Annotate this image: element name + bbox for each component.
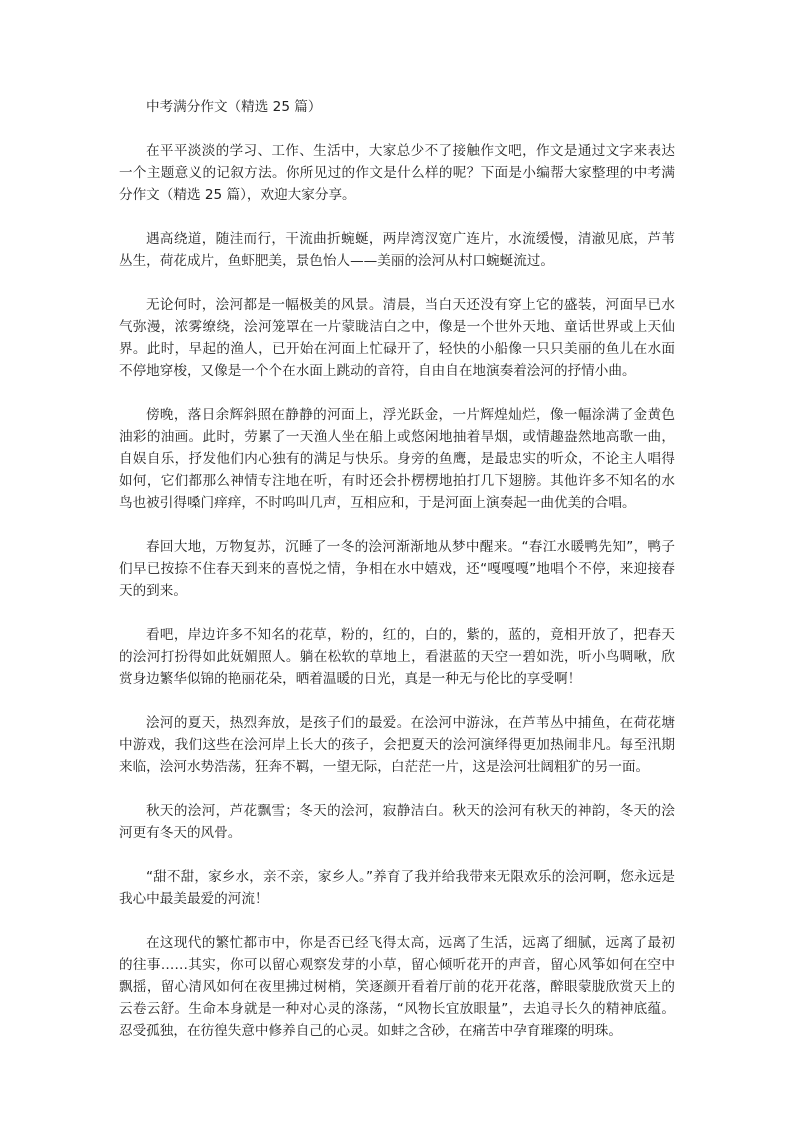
paragraph-river-course: 遇高绕道，随洼而行，干流曲折蜿蜒，两岸湾汊宽广连片，水流缓慢，清澈见底，芦苇丛生，荷花成片，鱼虾肥美，景色怡人——美丽的浍河从村口蜿蜒流过。 (119, 231, 675, 269)
document-page (119, 96, 675, 1064)
paragraph-flowers: 看吧，岸边许多不知名的花草，粉的，红的，白的，紫的，蓝的，竟相开放了，把春天的浍河打扮得如此妩媚照人。躺在松软的草地上，看湛蓝的天空一碧如洗，听小鸟啁啾，欣赏身边繁华似锦的艳丽花朵，晒着温暖的日光，真是一种无与伦比的享受啊！ (119, 627, 675, 687)
paragraph-modern-city: 在这现代的繁忙都市中，你是否已经飞得太高，远离了生活，远离了细腻，远离了最初的往事……其实，你可以留心观察发芽的小草，留心倾听花开的声音，留心风筝如何在空中飘摇，留心清风如何在夜里拂过树梢，笑逐颜开看着厅前的花开花落，醉眼蒙胧欣赏天上的云卷云舒。生命本身就是一种对心灵的涤荡，“风物长宜放眼量”，去追寻长久的精神底蕴。忍受孤独，在彷徨失意中修养自己的心灵。如蚌之含砂，在痛苦中孕育璀璨的明珠。 (119, 935, 675, 1039)
paragraph-summer: 浍河的夏天，热烈奔放，是孩子们的最爱。在浍河中游泳，在芦苇丛中捕鱼，在荷花塘中游戏，我们这些在浍河岸上长大的孩子，会把夏天的浍河演绎得更加热闹非凡。每至汛期来临，浍河水势浩荡，狂奔不羁，一望无际，白茫茫一片，这是浍河壮阔粗犷的另一面。 (119, 715, 675, 775)
document-title: 中考满分作文（精选 25 篇） (146, 99, 322, 115)
paragraph-evening: 傍晚，落日余辉斜照在静静的河面上，浮光跃金，一片辉煌灿烂，像一幅涂满了金黄色油彩的油画。此时，劳累了一天渔人坐在船上或悠闲地抽着旱烟，或情趣盎然地高歌一曲，自娱自乐，抒发他们内心独有的满足与快乐。身旁的鱼鹰，是最忠实的听众，不论主人唱得如何，它们都那么神情专注地在听，有时还会扑楞楞地拍打几下翅膀。其他许多不知名的水鸟也被引得嗓门痒痒，不时呜叫几声，互相应和，于是河面上演奏起一曲优美的合唱。 (119, 407, 675, 511)
paragraph-intro: 在平平淡淡的学习、工作、生活中，大家总少不了接触作文吧，作文是通过文字来表达一个主题意义的记叙方法。你所见过的作文是什么样的呢？下面是小编帮大家整理的中考满分作文（精选 25 篇），欢迎大家分享。 (119, 143, 675, 203)
paragraph-hometown: “甜不甜，家乡水，亲不亲，家乡人。”养育了我并给我带来无限欢乐的浍河啊，您永远是我心中最美最爱的河流！ (119, 869, 675, 907)
paragraph-morning: 无论何时，浍河都是一幅极美的风景。清晨，当白天还没有穿上它的盛装，河面早已水气弥漫，浓雾缭绕，浍河笼罩在一片蒙眬洁白之中，像是一个世外天地、童话世界或上天仙界。此时，早起的渔人，已开始在河面上忙碌开了，轻快的小船像一只只美丽的鱼儿在水面不停地穿梭，又像是一个个在水面上跳动的音符，自由自在地演奏着浍河的抒情小曲。 (119, 297, 675, 379)
paragraph-autumn-winter: 秋天的浍河，芦花飘雪；冬天的浍河，寂静洁白。秋天的浍河有秋天的神韵，冬天的浍河更有冬天的风骨。 (119, 803, 675, 841)
paragraph-spring: 春回大地，万物复苏，沉睡了一冬的浍河渐渐地从梦中醒来。“春江水暖鸭先知”，鸭子们早已按捺不住春天到来的喜悦之情，争相在水中嬉戏，还“嘎嘎嘎”地唱个不停，来迎接春天的到来。 (119, 539, 675, 599)
